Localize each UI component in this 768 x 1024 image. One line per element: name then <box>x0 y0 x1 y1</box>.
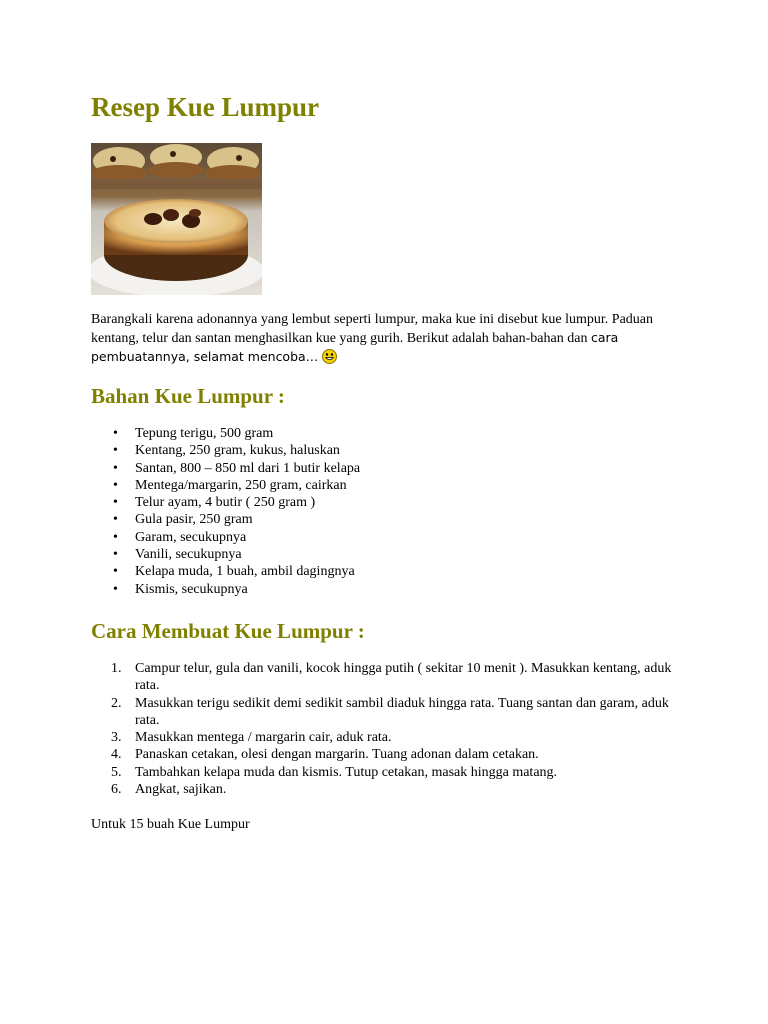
ingredient-item: • Mentega/margarin, 250 gram, cairkan <box>135 477 691 494</box>
steps-list <box>91 660 691 798</box>
step-text: Panaskan cetakan, olesi dengan margarin. Tuang adonan dalam cetakan. <box>135 747 539 763</box>
ingredients-list <box>91 425 691 598</box>
page-title: Resep Kue Lumpur <box>91 92 320 122</box>
step-number: 2. <box>111 695 122 711</box>
step-item <box>111 695 691 730</box>
yield-note: Untuk 15 buah Kue Lumpur <box>91 817 250 832</box>
step-text: Campur telur, gula dan vanili, kocok hingga putih ( sekitar 10 menit ). Masukkan kentang, aduk rata. <box>135 661 672 694</box>
step-item <box>111 729 691 746</box>
ingredient-item: • Garam, secukupnya <box>135 529 691 546</box>
step-item <box>111 781 691 798</box>
cara-heading: Cara Membuat Kue Lumpur : <box>91 619 365 643</box>
step-text: Tambahkan kelapa muda dan kismis. Tutup cetakan, masak hingga matang. <box>135 764 558 780</box>
step-number: 6. <box>111 782 122 798</box>
step-number: 5. <box>111 764 122 780</box>
smiley-emoticon-icon <box>322 349 337 370</box>
kue-lumpur-photo <box>91 143 262 295</box>
step-item <box>111 764 691 781</box>
bahan-heading: Bahan Kue Lumpur : <box>91 384 285 408</box>
ingredient-item: • Kelapa muda, 1 buah, ambil dagingnya <box>135 563 691 580</box>
ingredient-item: • Gula pasir, 250 gram <box>135 511 691 528</box>
step-item <box>111 746 691 763</box>
intro-text: Barangkali karena adonannya yang lembut seperti lumpur, maka kue ini disebut kue lumpur. Paduan kentang, telur dan santan menghasilkan kue yang gurih. Berikut adalah bahan-bahan dan <box>91 312 654 346</box>
step-number: 4. <box>111 747 122 763</box>
step-number: 1. <box>111 661 122 676</box>
intro-paragraph <box>91 311 691 370</box>
step-item <box>111 660 691 695</box>
step-number: 3. <box>111 730 122 746</box>
ingredient-item: • Vanili, secukupnya <box>135 546 691 563</box>
step-text: Angkat, sajikan. <box>135 782 227 798</box>
step-text: Masukkan mentega / margarin cair, aduk rata. <box>135 730 392 746</box>
ingredient-item: • Telur ayam, 4 butir ( 250 gram ) <box>135 494 691 511</box>
ingredient-item: • Kismis, secukupnya <box>135 581 691 598</box>
ingredient-item: • Santan, 800 – 850 ml dari 1 butir kelapa <box>135 460 691 477</box>
ingredient-item: • Kentang, 250 gram, kukus, haluskan <box>135 442 691 459</box>
step-text: Masukkan terigu sedikit demi sedikit sambil diaduk hingga rata. Tuang santan dan garam, aduk rata. <box>135 695 669 728</box>
ingredient-item: • Tepung terigu, 500 gram <box>135 425 691 442</box>
intro-tail: cara pembuatannya, selamat mencoba… <box>91 330 619 364</box>
